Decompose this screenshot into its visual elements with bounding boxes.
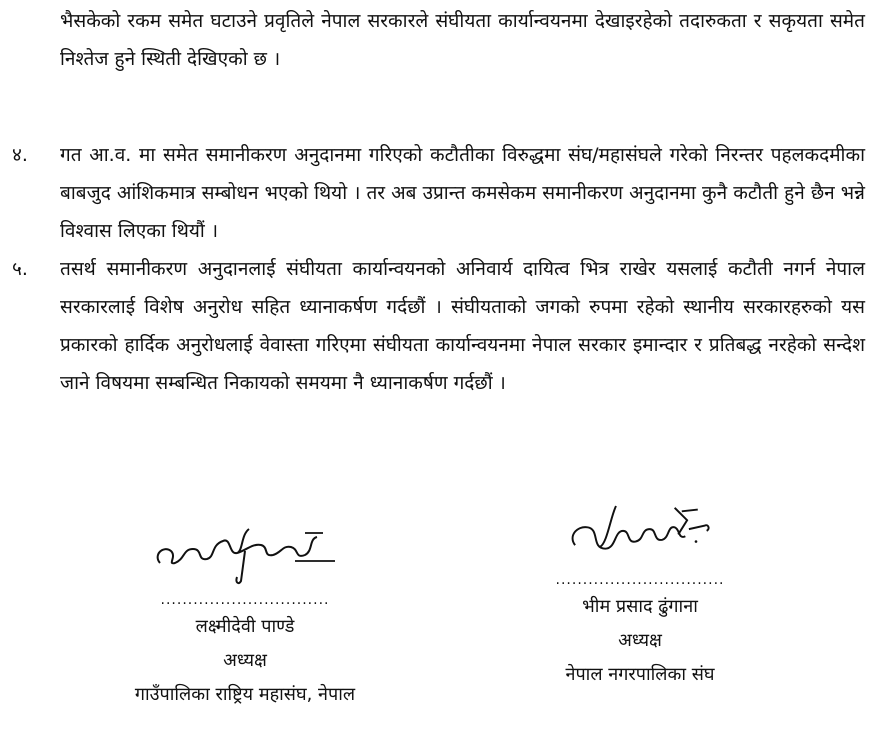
handwritten-signature-right [555,490,725,570]
signatory-organization: नेपाल नगरपालिका संघ [565,664,715,685]
signature-block-right [495,490,785,692]
signatory-name: लक्ष्मीदेवी पाण्डे [195,616,295,637]
paragraph-number-4: ४. [12,144,28,166]
signatory-organization: गाउँपालिका राष्ट्रिय महासंघ, नेपाल [134,684,356,705]
paragraph-4: गत आ.व. मा समेत समानीकरण अनुदानमा गरिएको कटौतीका विरुद्धमा संघ/महासंघले गरेको निरन्तर पहलकदमीका बाबजुद आंशिकमात्र सम्बोधन भएको थियो । तर अब उप्रान्त कमसेकम समानीकरण अनुदानमा कुनै कटौती हुने छैन भन्ने विश्वास लिएका थियौं । [60,144,865,242]
signature-dotted-line: ............................... [160,592,330,608]
paragraph-5: तसर्थ समानीकरण अनुदानलाई संघीयता कार्यान्वयनको अनिवार्य दायित्व भित्र राखेर यसलाई कटौती नगर्न नेपाल सरकारलाई विशेष अनुरोध सहित ध्यानाकर्षण गर्दछौं । संघीयताको जगको रुपमा रहेको स्थानीय सरकारहरुको यस प्रकारको हार्दिक अनुरोधलाई वेवास्ता गरिएमा संघीयता कार्यान्वयनमा नेपाल सरकार इमान्दार र प्रतिबद्ध नरहेको सन्देश जाने विषयमा सम्बन्धित निकायको समयमा नै ध्यानाकर्षण गर्दछौं । [60,258,865,394]
signatory-title: अध्यक्ष [618,630,662,651]
paragraph-number-5: ५. [12,258,28,280]
handwritten-signature-left [145,510,345,590]
paragraph-continuation: भैसकेको रकम समेत घटाउने प्रवृतिले नेपाल सरकारले संघीयता कार्यान्वयनमा देखाइरहेको तदारुकता र सकृयता समेत निश्तेज हुने स्थिती देखिएको छ । [60,10,865,70]
signature-dotted-line: ............................... [555,572,725,588]
signatory-name: भीम प्रसाद ढुंगाना [582,596,698,617]
signatory-title: अध्यक्ष [223,650,267,671]
signature-block-left [95,510,395,712]
